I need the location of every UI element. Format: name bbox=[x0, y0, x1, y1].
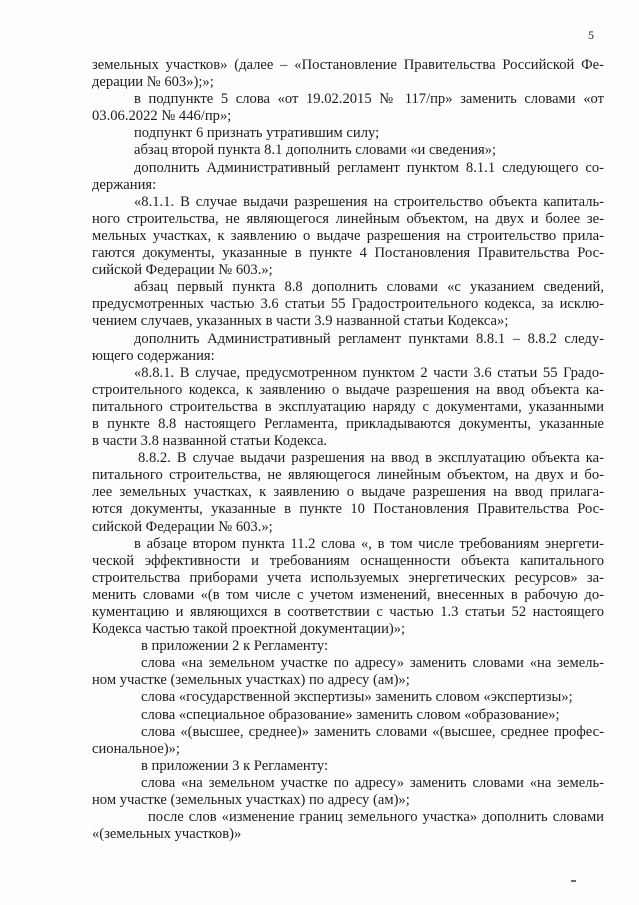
text-line: слова «специальное образование» заменить словом «образование»; bbox=[141, 706, 560, 723]
text-line: ном участке (земельных участках) по адресу (ам)»; bbox=[92, 672, 410, 689]
text-line: дерации № 603»);»; bbox=[92, 74, 214, 91]
text-line: в приложении 3 к Регламенту: bbox=[141, 757, 329, 774]
document-body bbox=[92, 57, 604, 843]
text-line: в части 3.8 названной статьи Кодекса. bbox=[92, 433, 328, 450]
text-line: дополнить Административный регламент пунктом 8.1.1 следующего со- bbox=[134, 159, 604, 176]
text-line: сийской Федерации № 603.»; bbox=[92, 518, 273, 535]
scan-mark bbox=[571, 880, 576, 882]
text-line: строительства приборами учета используемых энергетических ресурсов» за- bbox=[92, 569, 604, 586]
text-line: в подпункте 5 слова «от 19.02.2015 № 117/пр» заменить словами «от bbox=[134, 91, 604, 108]
text-line: ющего содержания: bbox=[92, 347, 215, 364]
text-line: чением случаев, указанных в части 3.9 названной статьи Кодекса»; bbox=[92, 313, 509, 330]
text-line: лее земельных участках, к заявлению о выдаче разрешения на ввод прилага- bbox=[92, 484, 604, 501]
text-line: «8.1.1. В случае выдачи разрешения на строительство объекта капиталь- bbox=[134, 193, 604, 210]
text-line: в приложении 2 к Регламенту: bbox=[141, 638, 329, 655]
text-line: подпункт 6 признать утратившим силу; bbox=[134, 125, 380, 142]
text-line: абзац первый пункта 8.8 дополнить словами «с указанием сведений, bbox=[134, 279, 604, 296]
text-line: ном участке (земельных участках) по адресу (ам)»; bbox=[92, 792, 410, 809]
text-line: 8.8.2. В случае выдачи разрешения на ввод в эксплуатацию объекта ка- bbox=[138, 450, 604, 467]
text-line: мельных участках, к заявлению о выдаче разрешения на строительство прила- bbox=[92, 227, 604, 244]
text-line: Кодекса частью такой проектной документации)»; bbox=[92, 621, 406, 638]
text-line: ного строительства, не являющегося линейным объектом, на двух и более зе- bbox=[92, 210, 604, 227]
text-line: в пункте 8.8 настоящего Регламента, прикладываются документы, указанные bbox=[92, 415, 604, 432]
text-line: дополнить Административный регламент пунктами 8.8.1 – 8.8.2 следу- bbox=[134, 330, 604, 347]
text-line: ются документы, указанные в пункте 10 Постановления Правительства Рос- bbox=[92, 501, 604, 518]
text-line: «8.8.1. В случае, предусмотренном пунктом 2 части 3.6 статьи 55 Градо- bbox=[134, 364, 604, 381]
text-line: абзац второй пункта 8.1 дополнить словами «и сведения»; bbox=[134, 142, 497, 159]
text-line: держания: bbox=[92, 176, 157, 193]
text-line: сиональное)»; bbox=[92, 740, 180, 757]
page-number: 5 bbox=[588, 28, 594, 42]
text-line: после слов «изменение границ земельного участка» дополнить словами bbox=[148, 809, 604, 826]
text-line: в абзаце втором пункта 11.2 слова «, в том числе требованиям энергети- bbox=[134, 535, 604, 552]
text-line: слова «на земельном участке по адресу» заменить словами «на земель- bbox=[141, 774, 604, 791]
text-line: строительного кодекса, к заявлению о выдаче разрешения на ввод объекта ка- bbox=[92, 381, 604, 398]
text-line: питального строительства, не являющегося линейным объектом, на двух и бо- bbox=[92, 467, 604, 484]
text-line: менить словами «(в том числе с учетом изменений, внесенных в рабочую до- bbox=[92, 586, 604, 603]
text-line: земельных участков» (далее – «Постановление Правительства Российской Фе- bbox=[92, 57, 604, 73]
text-line: 03.06.2022 № 446/пр»; bbox=[92, 108, 232, 125]
text-line: слова «государственной экспертизы» заменить словом «экспертизы»; bbox=[141, 689, 573, 706]
text-line: «(земельных участков)» bbox=[92, 826, 242, 843]
text-line: гаются документы, указанные в пункте 4 Постановления Правительства Рос- bbox=[92, 245, 604, 262]
text-line: кументацию и являющихся в соответствии с частью 1.3 статьи 52 настоящего bbox=[92, 604, 604, 620]
text-line: ческой эффективности и требованиям оснащенности объекта капитального bbox=[92, 552, 604, 569]
text-line: сийской Федерации № 603.»; bbox=[92, 262, 273, 279]
text-line: предусмотренных частью 3.6 статьи 55 Градостроительного кодекса, за исклю- bbox=[92, 296, 604, 313]
text-line: питального строительства в эксплуатацию наряду с документами, указанными bbox=[92, 398, 604, 415]
text-line: слова «на земельном участке по адресу» заменить словами «на земель- bbox=[141, 655, 604, 672]
text-line: слова «(высшее, среднее)» заменить словами «(высшее, среднее профес- bbox=[141, 723, 604, 740]
